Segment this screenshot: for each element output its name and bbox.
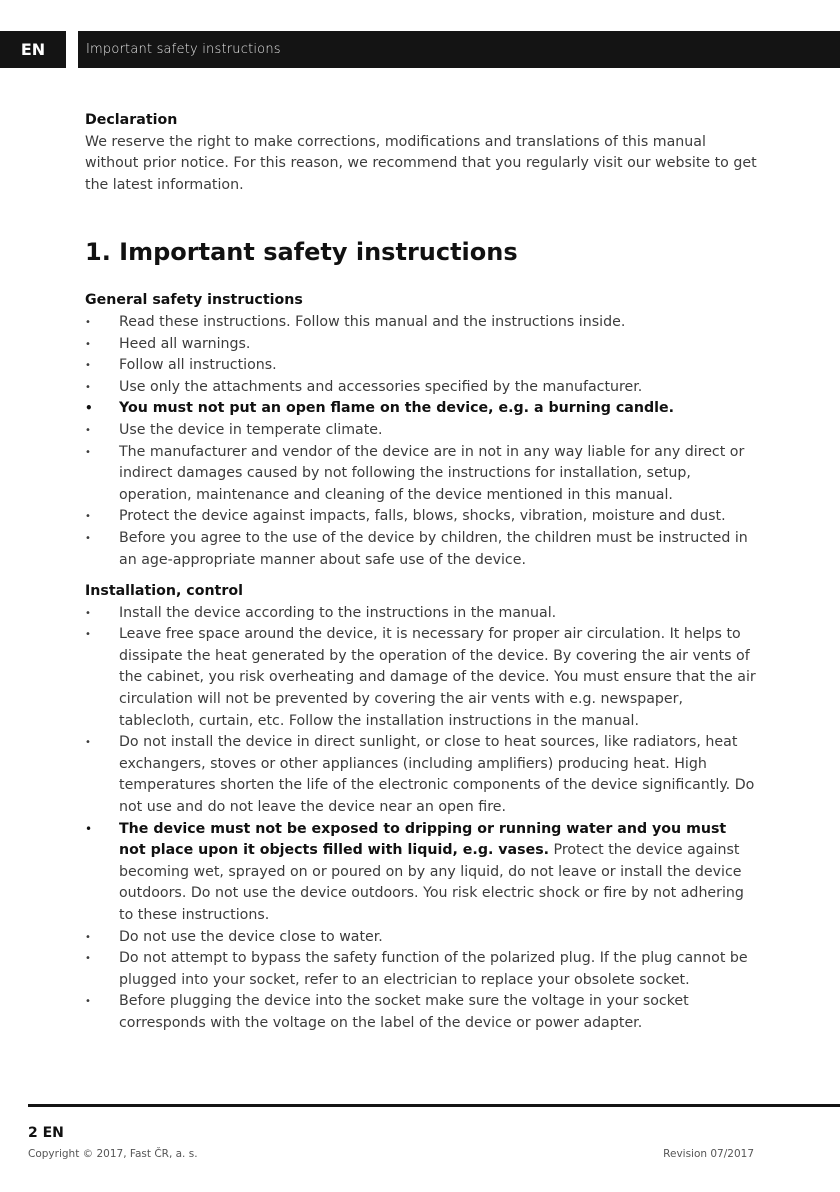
declaration-section: [85, 110, 757, 196]
revision: Revision 07/2017: [663, 1148, 754, 1160]
footer-rule: [28, 1104, 840, 1107]
list-item: • Do not install the device in direct sunlight, or close to heat sources, like radiators, heat exchangers, stoves or other appliances (including amplifiers) producing heat. High temperatures shorten the life of the electronic components of the device significantly. Do not use and do not leave the device near an open fire.: [85, 732, 757, 818]
section-title: 1. Important safety instructions: [85, 238, 518, 267]
header-separator: [66, 31, 78, 68]
page-number: 2 EN: [28, 1125, 64, 1141]
installation-list: [85, 603, 757, 1035]
general-safety-heading: General safety instructions: [85, 292, 303, 309]
list-item-warning: • You must not put an open flame on the device, e.g. a burning candle.: [85, 398, 757, 420]
list-item: • Leave free space around the device, it is necessary for proper air circulation. It helps to dissipate the heat generated by the operation of the device. By covering the air vents of the cabinet, you risk overheating and damage of the device. You must ensure that the air circulation will not be prevented by covering the air vents with e.g. newspaper, tablecloth, curtain, etc. Follow the installation instructions in the manual.: [85, 624, 757, 732]
list-item: • Before plugging the device into the socket make sure the voltage in your socket corresponds with the voltage on the label of the device or power adapter.: [85, 991, 757, 1034]
warning-rest-text: Protect the device against becoming wet, sprayed on or poured on by any liquid, do not leave or install the device outdoors. Do not use the device outdoors. You risk electric shock or fire by not adhering to these instructions.: [119, 842, 744, 923]
header-title: Important safety instructions: [86, 42, 281, 57]
warning-bold-text: The device must not be exposed to dripping or running water and you must not place upon it objects filled with liquid, e.g. vases.: [119, 820, 727, 859]
list-item: • Heed all warnings.: [85, 334, 757, 356]
list-item: • Install the device according to the instructions in the manual.: [85, 603, 757, 625]
installation-heading: Installation, control: [85, 583, 243, 600]
list-item: • Follow all instructions.: [85, 355, 757, 377]
list-item: • Use only the attachments and accessories specified by the manufacturer.: [85, 377, 757, 399]
declaration-text: We reserve the right to make corrections, modifications and translations of this manual without prior notice. For this reason, we recommend that you regularly visit our website to get the latest information.: [85, 133, 757, 193]
list-item: • The manufacturer and vendor of the device are in not in any way liable for any direct or indirect damages caused by not following the instructions for installation, setup, operation, maintenance and cleaning of the device mentioned in this manual.: [85, 442, 757, 507]
list-item: • Read these instructions. Follow this manual and the instructions inside.: [85, 312, 757, 334]
copyright: Copyright © 2017, Fast ČR, a. s.: [28, 1148, 198, 1160]
list-item: • Before you agree to the use of the device by children, the children must be instructed in an age-appropriate manner about safe use of the device.: [85, 528, 757, 571]
declaration-heading: Declaration: [85, 112, 178, 128]
list-item: • Use the device in temperate climate.: [85, 420, 757, 442]
list-item: • Protect the device against impacts, falls, blows, shocks, vibration, moisture and dust.: [85, 506, 757, 528]
general-safety-list: [85, 312, 757, 571]
list-item: • Do not attempt to bypass the safety function of the polarized plug. If the plug cannot be plugged into your socket, refer to an electrician to replace your obsolete socket.: [85, 948, 757, 991]
list-item-warning: [85, 819, 757, 927]
list-item: • Do not use the device close to water.: [85, 927, 757, 949]
page-content: [85, 110, 757, 1035]
language-tag: EN: [0, 31, 66, 68]
